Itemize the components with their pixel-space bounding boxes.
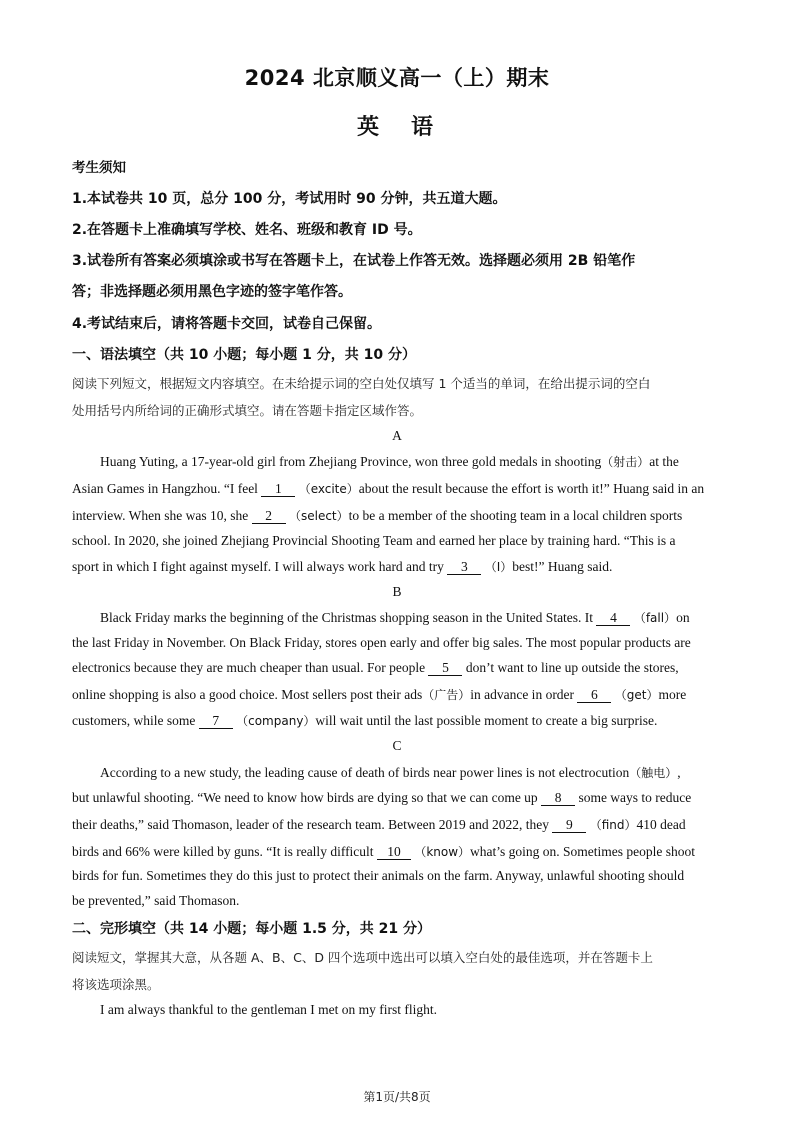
notice-item-3-cont: 答；非选择题必须用黑色字迹的签字笔作答。 <box>72 284 352 300</box>
passage-a-line-1: Huang Yuting, a 17-year-old girl from Zhejiang Province, won three gold medals in shooting（射击）at the <box>100 454 679 469</box>
passage-a-line-2: Asian Games in Hangzhou. “I feel 1 （excite）about the result because the effort is worth it!” Huang said in an <box>72 481 705 496</box>
passage-c-line-1: According to a new study, the leading cause of death of birds near power lines is not electrocution（触电）, <box>100 765 681 780</box>
passage-a-line-3: interview. When she was 10, she 2 （select）to be a member of the shooting team in a local children sports <box>72 508 683 523</box>
passage-b-line-4: online shopping is also a good choice. Most sellers post their ads（广告）in advance in order 6 （get）more <box>72 687 687 702</box>
blank-8: 8 <box>541 791 575 806</box>
blank-9: 9 <box>552 818 586 833</box>
passage-c-line-3: their deaths,” said Thomason, leader of the research team. Between 2019 and 2022, they 9 （find）410 dead <box>72 817 686 832</box>
passage-a-line-4: school. In 2020, she joined Zhejiang Provincial Shooting Team and earned her place by training hard. “This is a <box>72 533 676 548</box>
section2-heading: 二、完形填空（共 14 小题；每小题 1.5 分，共 21 分） <box>72 921 432 937</box>
passage-b-line-2: the last Friday in November. On Black Friday, stores open early and offer big sales. The most popular products are <box>72 635 691 650</box>
blank-2: 2 <box>252 509 286 524</box>
blank-5: 5 <box>428 661 462 676</box>
notice-item-3: 3.试卷所有答案必须填涂或书写在答题卡上，在试卷上作答无效。选择题必须用 2B 铅笔作 <box>72 253 636 269</box>
blank-10: 10 <box>377 845 411 860</box>
section2-first-line: I am always thankful to the gentleman I met on my first flight. <box>100 1002 438 1017</box>
blank-6: 6 <box>577 688 611 703</box>
notice-item-4: 4.考试结束后，请将答题卡交回，试卷自己保留。 <box>72 316 382 332</box>
notice-heading: 考生须知 <box>72 160 126 176</box>
passage-b-line-3: electronics because they are much cheaper than usual. For people 5 don’t want to line up outside the stores, <box>72 660 679 675</box>
section1-heading: 一、语法填空（共 10 小题；每小题 1 分，共 10 分） <box>72 347 416 363</box>
passage-c-label: C <box>392 738 402 753</box>
exam-title: 2024 北京顺义高一（上）期末 <box>244 66 550 90</box>
blank-1: 1 <box>261 482 295 497</box>
passage-a-line-5: sport in which I fight against myself. I will always work hard and try 3 （I）best!” Huang said. <box>72 559 613 574</box>
notice-item-1: 1.本试卷共 10 页，总分 100 分，考试用时 90 分钟，共五道大题。 <box>72 191 507 207</box>
passage-b-line-1: Black Friday marks the beginning of the Christmas shopping season in the United States. It 4 （fall）on <box>100 610 690 625</box>
passage-a-label: A <box>392 428 402 443</box>
section2-instruction-1: 阅读短文，掌握其大意，从各题 A、B、C、D 四个选项中选出可以填入空白处的最佳选项，并在答题卡上 <box>72 950 653 965</box>
passage-b-line-5: customers, while some 7 （company）will wait until the last possible moment to create a big surprise. <box>72 713 658 728</box>
section1-instruction-1: 阅读下列短文，根据短文内容填空。在未给提示词的空白处仅填写 1 个适当的单词，在给出提示词的空白 <box>72 376 651 391</box>
blank-3: 3 <box>447 560 481 575</box>
blank-7: 7 <box>199 714 233 729</box>
passage-c-line-2: but unlawful shooting. “We need to know how birds are dying so that we can come up 8 some ways to reduce <box>72 790 692 805</box>
section1-instruction-2: 处用括号内所给词的正确形式填空。请在答题卡指定区域作答。 <box>72 403 423 418</box>
subject-title: 英语 <box>356 115 465 140</box>
passage-c-line-4: birds and 66% were killed by guns. “It is really difficult 10 （know）what’s going on. Sometimes people shoot <box>72 844 696 859</box>
blank-4: 4 <box>596 611 630 626</box>
notice-item-2: 2.在答题卡上准确填写学校、姓名、班级和教育 ID 号。 <box>72 222 422 238</box>
section2-instruction-2: 将该选项涂黑。 <box>72 977 160 992</box>
passage-c-line-6: be prevented,” said Thomason. <box>72 893 240 908</box>
passage-c-line-5: birds for fun. Sometimes they do this just to protect their animals on the farm. Anyway, unlawful shooting should <box>72 868 685 883</box>
page-number: 第1页/共8页 <box>363 1090 431 1104</box>
passage-b-label: B <box>392 584 402 599</box>
